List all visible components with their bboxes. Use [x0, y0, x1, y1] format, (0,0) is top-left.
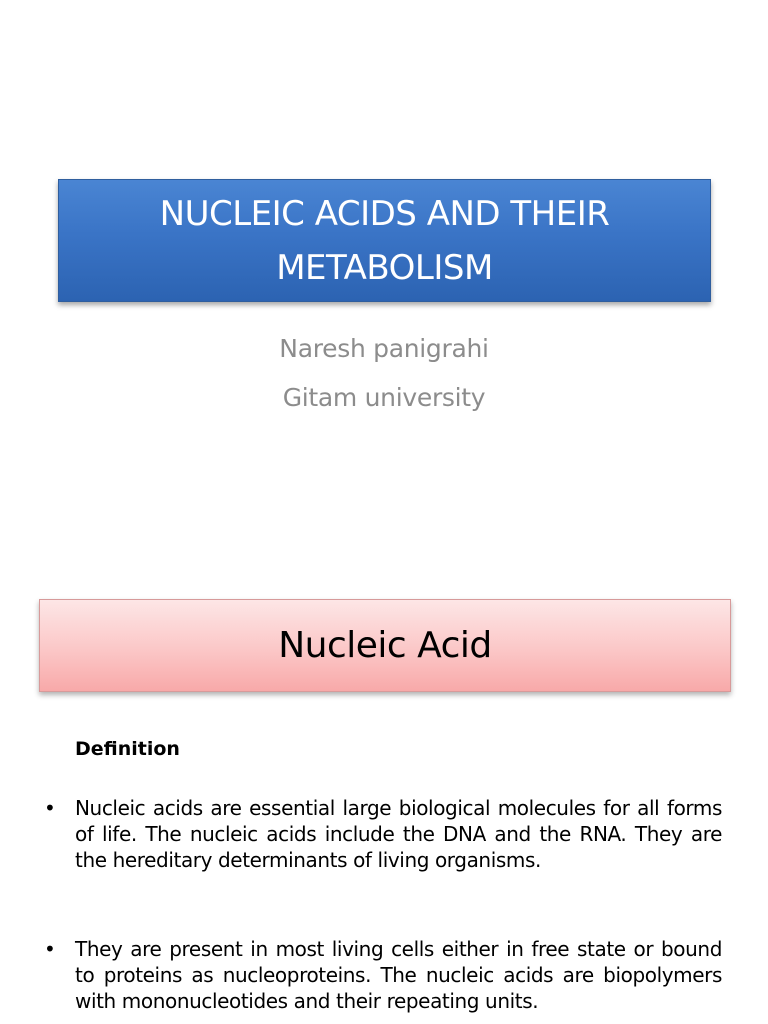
bullet-item — [44, 795, 724, 905]
slide1-title — [160, 187, 610, 295]
bullet-text: They are present in most living cells either in free state or bound to proteins as nucleoproteins. The nucleic acids are biopolymers with mononucleotides and their repeating units. — [75, 937, 722, 1013]
slide1-title-banner — [58, 179, 711, 302]
bullet-item — [44, 936, 724, 1024]
section-heading: Definition — [75, 738, 180, 760]
bullet-icon: • — [44, 796, 56, 820]
bullet-text: Nucleic acids are essential large biological molecules for all forms of life. The nucleic acids include the DNA and the RNA. They are the hereditary determinants of living organisms. — [75, 796, 722, 872]
institution-name: Gitam university — [282, 383, 486, 412]
slide1-title-line2: METABOLISM — [276, 247, 493, 288]
slide2-title: Nucleic Acid — [278, 625, 492, 666]
author-name: Naresh panigrahi — [279, 334, 489, 363]
slide1-title-line1: NUCLEIC ACIDS AND THEIR — [159, 193, 610, 234]
bullet-icon: • — [44, 937, 56, 961]
slide2-title-banner — [39, 599, 731, 692]
